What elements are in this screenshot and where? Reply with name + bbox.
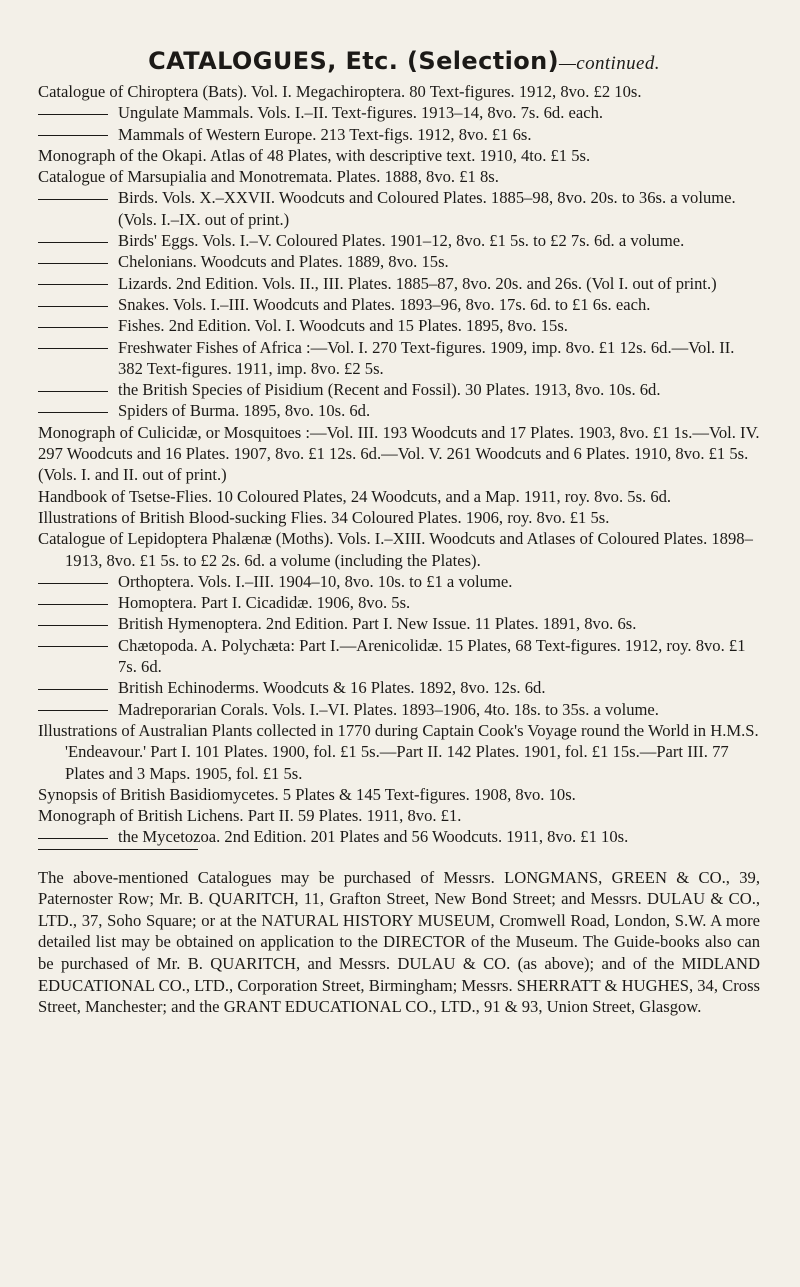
catalogue-entry xyxy=(38,699,760,720)
catalogue-entry xyxy=(38,486,760,507)
catalogue-entry xyxy=(38,720,760,784)
entry-text: British Echinoderms. Woodcuts & 16 Plates. 1892, 8vo. 12s. 6d. xyxy=(118,678,546,698)
ditto-rule xyxy=(38,263,108,264)
catalogue-list xyxy=(38,81,760,848)
ditto-rule xyxy=(38,327,108,328)
catalogue-entry xyxy=(38,337,760,380)
entry-text: Catalogue of Chiroptera (Bats). Vol. I. Megachiroptera. 80 Text-figures. 1912, 8vo. £2 10s. xyxy=(38,82,642,101)
entry-text: Monograph of the Okapi. Atlas of 48 Plates, with descriptive text. 1910, 4to. £1 5s. xyxy=(38,145,591,165)
entry-text: Monograph of Culicidæ, or Mosquitoes :—Vol. III. 193 Woodcuts and 17 Plates. 1903, 8vo. £1 1s.—Vol. IV. 297 Woodcuts and 16 Plates. 1907, 8vo. £1 12s. 6d.—Vol. V. 261 Woodcuts and 6 Plates. 1910, 8vo. £1 5s. (Vols. I. and II. out of print.) xyxy=(38,422,760,485)
entry-text: Snakes. Vols. I.–III. Woodcuts and Plates. 1893–96, 8vo. 17s. 6d. to £1 6s. each. xyxy=(118,294,651,314)
purchase-notice-text: The above-mentioned Catalogues may be purchased of Messrs. LONGMANS, GREEN & CO., 39, Paternoster Row; Mr. B. QUARITCH, 11, Grafton Street, New Bond Street; and Messrs. DULAU & CO., LTD., 37, Soho Square; or at the NATURAL HISTORY MUSEUM, Cromwell Road, London, S.W. A more detailed list may be obtained on application to the DIRECTOR of the Museum. The Guide-books also can be purchased of Mr. B. QUARITCH, and Messrs. DULAU & CO. (as above); and of the MIDLAND EDUCATIONAL CO., LTD., Corporation Street, Birmingham; Messrs. SHERRATT & HUGHES, 34, Cross Street, Manchester; and the GRANT EDUCATIONAL CO., LTD., 91 & 93, Union Street, Glasgow. xyxy=(38,867,760,1017)
entry-text: Madreporarian Corals. Vols. I.–VI. Plates. 1893–1906, 4to. 18s. to 35s. a volume. xyxy=(118,699,659,719)
entry-text: Ungulate Mammals. Vols. I.–II. Text-figures. 1913–14, 8vo. 7s. 6d. each. xyxy=(118,103,604,123)
catalogue-entry xyxy=(38,592,760,613)
title-continued: —continued. xyxy=(558,53,660,74)
entry-text: Homoptera. Part I. Cicadidæ. 1906, 8vo. 5s. xyxy=(118,593,411,613)
catalogue-entry xyxy=(38,315,760,336)
entry-text: Handbook of Tsetse-Flies. 10 Coloured Plates, 24 Woodcuts, and a Map. 1911, roy. 8vo. 5s. 6d. xyxy=(38,486,672,506)
catalogue-entry xyxy=(38,826,760,847)
entry-text: Lizards. 2nd Edition. Vols. II., III. Plates. 1885–87, 8vo. 20s. and 26s. (Vol I. out of print.) xyxy=(118,273,717,293)
catalogue-entry xyxy=(38,528,760,571)
ditto-rule xyxy=(38,646,108,647)
entry-text: the Mycetozoa. 2nd Edition. 201 Plates and 56 Woodcuts. 1911, 8vo. £1 10s. xyxy=(118,827,629,847)
entry-text: the British Species of Pisidium (Recent and Fossil). 30 Plates. 1913, 8vo. 10s. 6d. xyxy=(118,380,661,400)
entry-text: Chætopoda. A. Polychæta: Part I.—Arenicolidæ. 15 Plates, 68 Text-figures. 1912, roy. 8vo. £1 7s. 6d. xyxy=(118,635,746,677)
catalogue-entry xyxy=(38,379,760,400)
catalogue-entry xyxy=(38,422,760,486)
entry-text: Illustrations of British Blood-sucking Flies. 34 Coloured Plates. 1906, roy. 8vo. £1 5s. xyxy=(38,507,610,527)
catalogue-entry xyxy=(38,400,760,421)
ditto-rule xyxy=(38,284,108,285)
catalogue-entry xyxy=(38,805,760,826)
ditto-rule xyxy=(38,583,108,584)
ditto-rule xyxy=(38,391,108,392)
catalogue-entry xyxy=(38,507,760,528)
entry-text: Freshwater Fishes of Africa :—Vol. I. 270 Text-figures. 1909, imp. 8vo. £1 12s. 6d.—Vol. II. 382 Text-figures. 1911, imp. 8vo. £2 5s. xyxy=(118,337,735,378)
entry-text: Illustrations of Australian Plants collected in 1770 during Captain Cook's Voyage round the World in H.M.S. 'Endeavour.' Part I. 101 Plates. 1900, fol. £1 5s.—Part II. 142 Plates. 1901, fol. £1 15s.—Part III. 77 Plates and 3 Maps. 1905, fol. £1 5s. xyxy=(38,720,759,783)
ditto-rule xyxy=(38,625,108,626)
catalogue-entry xyxy=(38,294,760,315)
page-title xyxy=(38,46,760,79)
ditto-rule xyxy=(38,348,108,349)
ditto-rule xyxy=(38,242,108,243)
ditto-rule xyxy=(38,689,108,690)
catalogue-entry xyxy=(38,251,760,272)
title-text: CATALOGUES, Etc. (Selection) xyxy=(148,47,559,75)
catalogue-entry xyxy=(38,784,760,805)
ditto-rule xyxy=(38,838,108,839)
purchase-notice xyxy=(38,867,760,1018)
entry-text: Birds' Eggs. Vols. I.–V. Coloured Plates. 1901–12, 8vo. £1 5s. to £2 7s. 6d. a volume. xyxy=(118,231,685,251)
section-rule xyxy=(38,849,198,850)
ditto-rule xyxy=(38,412,108,413)
catalogue-entry xyxy=(38,166,760,187)
catalogue-entry xyxy=(38,613,760,634)
catalogue-entry xyxy=(38,635,760,678)
catalogue-entry xyxy=(38,677,760,698)
entry-text: Orthoptera. Vols. I.–III. 1904–10, 8vo. 10s. to £1 a volume. xyxy=(118,571,513,591)
entry-text: Spiders of Burma. 1895, 8vo. 10s. 6d. xyxy=(118,401,371,421)
ditto-rule xyxy=(38,604,108,605)
entry-text: Monograph of British Lichens. Part II. 59 Plates. 1911, 8vo. £1. xyxy=(38,806,462,826)
catalogue-entry xyxy=(38,187,760,230)
ditto-rule xyxy=(38,114,108,115)
catalogue-entry xyxy=(38,81,760,102)
entry-text: Catalogue of Marsupialia and Monotremata. Plates. 1888, 8vo. £1 8s. xyxy=(38,167,499,187)
catalogue-entry xyxy=(38,230,760,251)
entry-text: Chelonians. Woodcuts and Plates. 1889, 8vo. 15s. xyxy=(118,252,449,272)
catalogue-entry xyxy=(38,273,760,294)
ditto-rule xyxy=(38,199,108,200)
catalogue-entry xyxy=(38,145,760,166)
entry-text: Birds. Vols. X.–XXVII. Woodcuts and Coloured Plates. 1885–98, 8vo. 20s. to 36s. a volume. (Vols. I.–IX. out of print.) xyxy=(118,188,736,229)
entry-text: Synopsis of British Basidiomycetes. 5 Plates & 145 Text-figures. 1908, 8vo. 10s. xyxy=(38,784,576,804)
ditto-rule xyxy=(38,306,108,307)
entry-text: Mammals of Western Europe. 213 Text-figs. 1912, 8vo. £1 6s. xyxy=(118,124,532,144)
entry-text: Catalogue of Lepidoptera Phalænæ (Moths). Vols. I.–XIII. Woodcuts and Atlases of Coloured Plates. 1898–1913, 8vo. £1 5s. to £2 2s. 6d. a volume (including the Plates). xyxy=(38,529,753,570)
catalogue-entry xyxy=(38,102,760,123)
entry-text: Fishes. 2nd Edition. Vol. I. Woodcuts and 15 Plates. 1895, 8vo. 15s. xyxy=(118,316,568,336)
ditto-rule xyxy=(38,135,108,136)
catalogue-entry xyxy=(38,571,760,592)
ditto-rule xyxy=(38,710,108,711)
entry-text: British Hymenoptera. 2nd Edition. Part I. New Issue. 11 Plates. 1891, 8vo. 6s. xyxy=(118,614,637,634)
catalogue-entry xyxy=(38,124,760,145)
